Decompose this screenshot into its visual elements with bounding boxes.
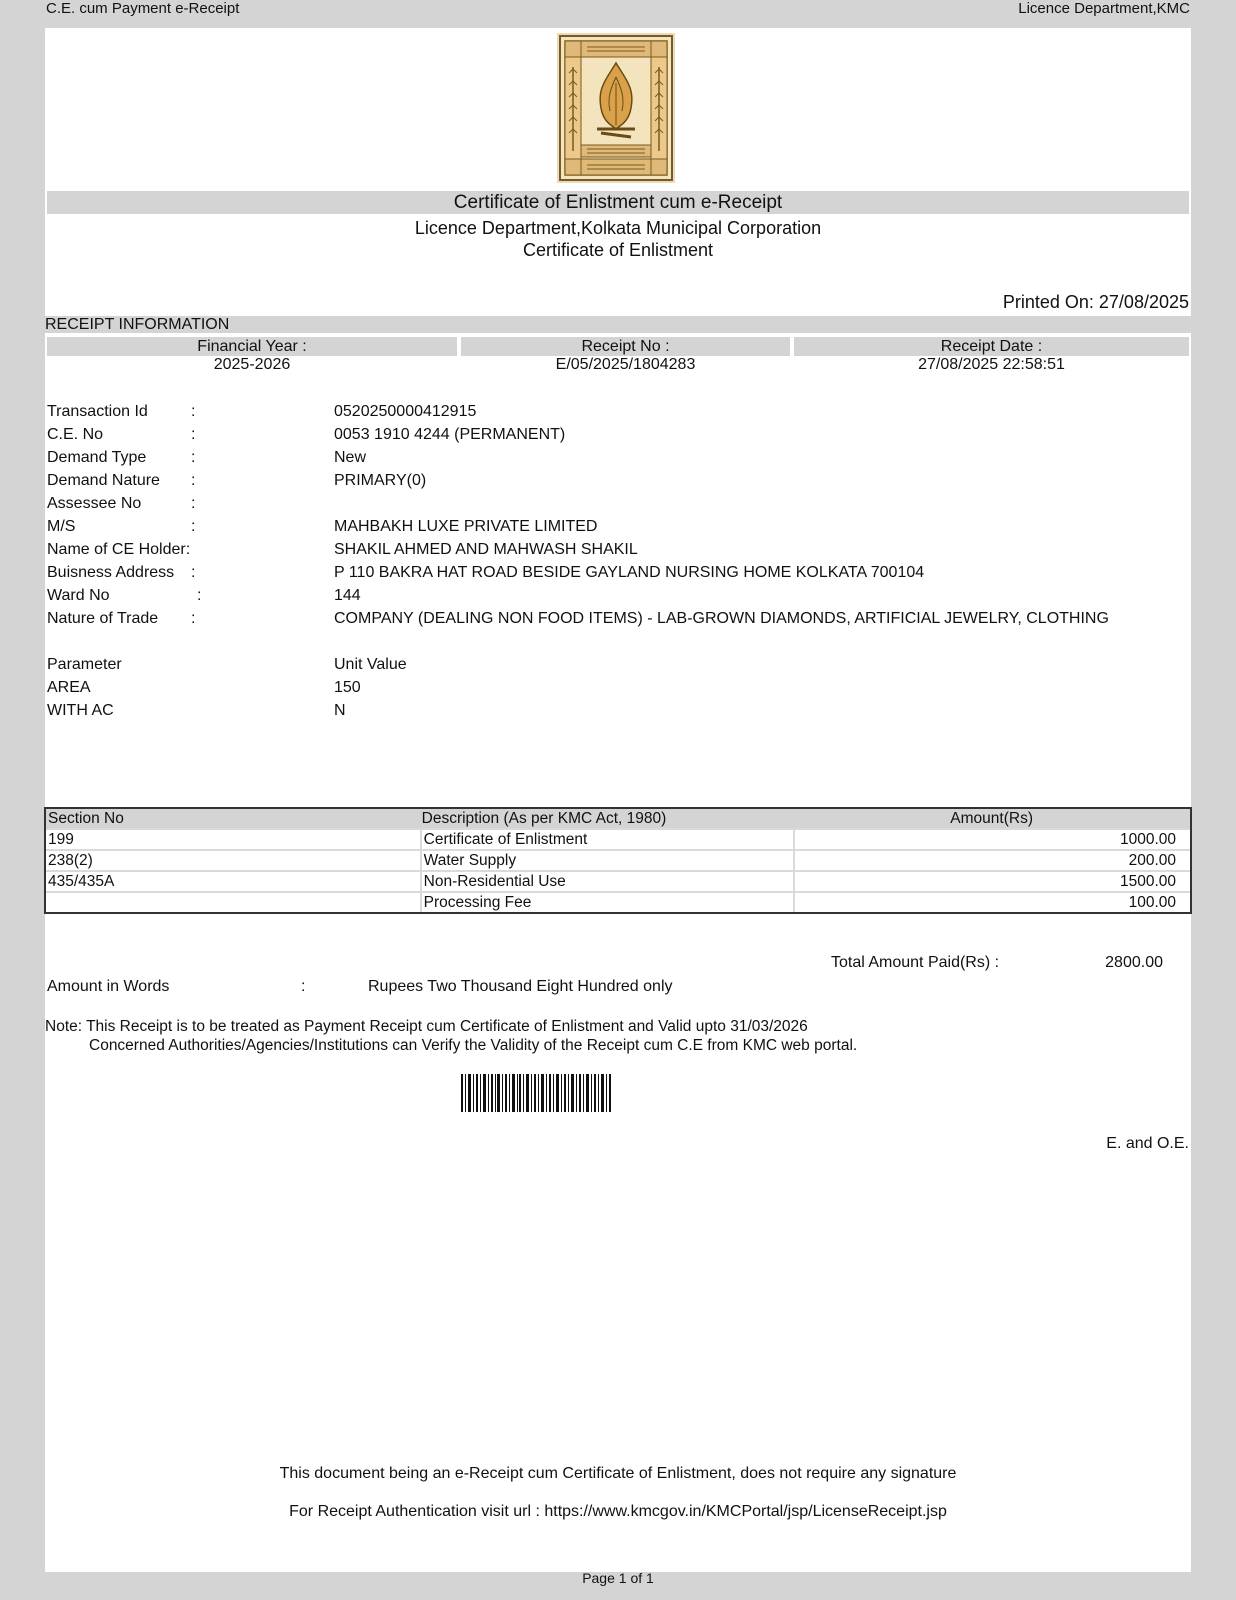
amount-cell: 1500.00 [793,870,1190,891]
table-row [46,828,1190,849]
amount-header: Amount(Rs) [793,809,1190,828]
page-title: Certificate of Enlistment cum e-Receipt [453,192,783,213]
document-subtitle: Certificate of Enlistment [522,240,714,260]
fees-table [44,807,1192,914]
detail-colon: : [191,518,196,535]
unit-value-header: Unit Value [334,656,407,673]
section-cell: 435/435A [46,870,420,891]
description-cell: Non-Residential Use [420,870,794,891]
parameter-value: 150 [334,679,361,696]
kmc-logo-icon [557,33,675,183]
detail-colon: : [191,495,196,512]
detail-label: Ward No [47,587,110,604]
detail-value: COMPANY (DEALING NON FOOD ITEMS) - LAB-GROWN DIAMONDS, ARTIFICIAL JEWELRY, CLOTHING [334,610,1109,627]
table-header-row [46,809,1190,828]
receipt-no-label: Receipt No : [461,337,790,356]
detail-value: 0520250000412915 [334,403,477,420]
detail-value: P 110 BAKRA HAT ROAD BESIDE GAYLAND NURSING HOME KOLKATA 700104 [334,564,925,581]
receipt-date-label: Receipt Date : [794,337,1189,356]
table-row [46,891,1190,912]
amount-cell: 100.00 [793,891,1190,912]
table-row [46,849,1190,870]
amount-in-words-label: Amount in Words [47,978,170,995]
detail-colon: : [191,564,196,581]
financial-year-label: Financial Year : [47,337,457,356]
detail-value: 0053 1910 4244 (PERMANENT) [334,426,566,443]
no-signature-note: This document being an e-Receipt cum Certificate of Enlistment, does not require any signature [279,1465,957,1482]
receipt-no-value: E/05/2025/1804283 [555,356,696,373]
section-cell: 238(2) [46,849,420,870]
detail-colon: : [191,472,196,489]
detail-label: M/S [47,518,76,535]
page-number: Page 1 of 1 [582,1570,654,1586]
top-right-title: Licence Department,KMC [1018,0,1190,17]
verification-note: Concerned Authorities/Agencies/Institutions can Verify the Validity of the Receipt cum C.E from KMC web portal. [89,1037,858,1054]
barcode-icon [461,1074,611,1112]
amount-in-words-value: Rupees Two Thousand Eight Hundred only [368,978,673,995]
detail-label: C.E. No [47,426,104,443]
description-cell: Processing Fee [420,891,794,912]
detail-colon: : [191,449,196,466]
detail-value: PRIMARY(0) [334,472,427,489]
table-row [46,870,1190,891]
detail-value: MAHBAKH LUXE PRIVATE LIMITED [334,518,598,535]
detail-value: 144 [334,587,361,604]
parameter-label: AREA [47,679,91,696]
amount-in-words-colon: : [301,978,306,995]
detail-label: Buisness Address [47,564,175,581]
detail-value: SHAKIL AHMED AND MAHWASH SHAKIL [334,541,638,558]
receipt-sheet [45,28,1191,1572]
description-cell: Water Supply [420,849,794,870]
total-amount-value: 2800.00 [1105,954,1163,971]
detail-colon: : [197,587,202,604]
detail-label: Name of CE Holder: [47,541,191,558]
detail-label: Demand Nature [47,472,160,489]
detail-label: Transaction Id [47,403,148,420]
description-cell: Certificate of Enlistment [420,828,794,849]
amount-cell: 200.00 [793,849,1190,870]
receipt-date-value: 27/08/2025 22:58:51 [918,356,1065,373]
detail-colon: : [191,610,196,627]
authentication-url: For Receipt Authentication visit url : https://www.kmcgov.in/KMCPortal/jsp/LicenseReceipt.jsp [289,1503,947,1520]
validity-note: Note: This Receipt is to be treated as Payment Receipt cum Certificate of Enlistment and Valid upto 31/03/2026 [45,1018,808,1035]
receipt-info-heading: RECEIPT INFORMATION [45,316,230,333]
description-header: Description (As per KMC Act, 1980) [420,809,794,828]
detail-colon: : [191,403,196,420]
detail-label: Nature of Trade [47,610,159,627]
parameter-label: WITH AC [47,702,114,719]
printed-on-date: Printed On: 27/08/2025 [1002,292,1189,312]
errors-omissions-excepted: E. and O.E. [1106,1135,1189,1152]
parameter-header: Parameter [47,656,122,673]
top-bar [46,0,1190,20]
top-left-title: C.E. cum Payment e-Receipt [46,0,240,17]
detail-label: Demand Type [47,449,147,466]
total-amount-label: Total Amount Paid(Rs) : [831,954,1000,971]
detail-value: New [334,449,367,466]
amount-cell: 1000.00 [793,828,1190,849]
section-cell [46,891,420,912]
section-cell: 199 [46,828,420,849]
section-no-header: Section No [46,809,420,828]
detail-colon: : [191,426,196,443]
parameter-value: N [334,702,346,719]
department-name: Licence Department,Kolkata Municipal Corporation [414,218,822,238]
left-margin-strip [0,1163,45,1600]
detail-label: Assessee No [47,495,142,512]
financial-year-value: 2025-2026 [213,356,291,373]
